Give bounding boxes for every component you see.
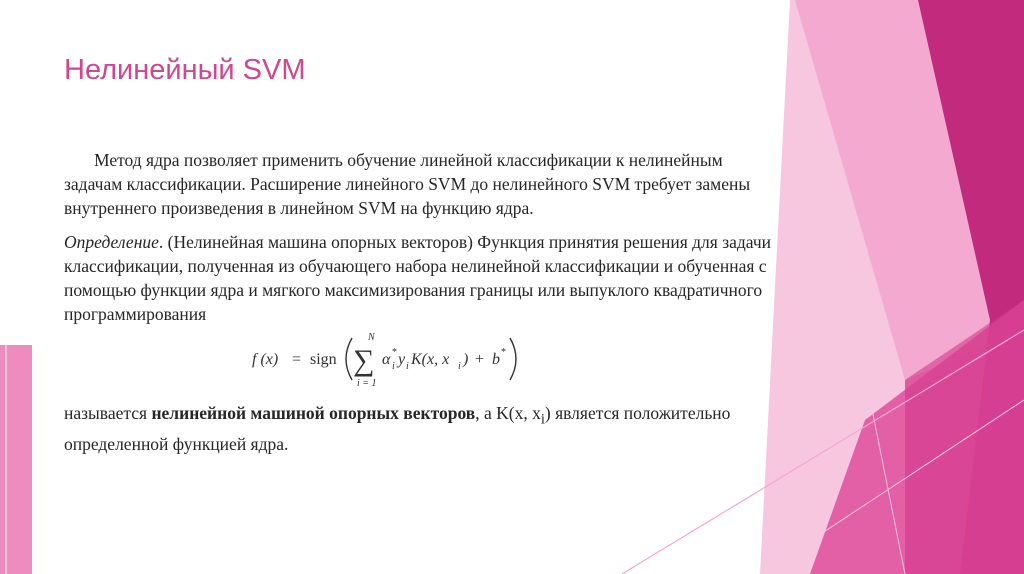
formula-alpha-sup: * bbox=[392, 347, 397, 358]
formula-lhs: f (x) bbox=[252, 351, 279, 368]
conclusion-prefix: называется bbox=[64, 403, 152, 423]
formula-sign: sign bbox=[310, 351, 337, 368]
formula-kernel-close: ) bbox=[463, 351, 469, 368]
formula-sum-lower: i = 1 bbox=[357, 378, 377, 388]
formula-right-paren bbox=[510, 338, 516, 380]
formula-kernel-sub: i bbox=[458, 361, 461, 372]
bg-left-strip bbox=[0, 345, 32, 574]
formula-y-sub: i bbox=[406, 361, 409, 372]
formula-plus: + bbox=[475, 351, 485, 368]
formula-left-paren bbox=[346, 338, 352, 380]
paragraph-definition bbox=[64, 230, 784, 326]
formula-b-sup: * bbox=[501, 347, 506, 358]
conclusion-middle: , а K(x, x bbox=[475, 403, 541, 423]
formula-b: b bbox=[492, 351, 500, 368]
paragraph-conclusion bbox=[64, 401, 784, 456]
conclusion-sub: i bbox=[540, 411, 545, 428]
formula-sigma: ∑ bbox=[353, 344, 375, 377]
formula-equals: = bbox=[292, 351, 302, 368]
conclusion-bold-term: нелинейной машиной опорных векторов bbox=[151, 403, 476, 423]
definition-text: . (Нелинейная машина опорных векторов) Функция принятия решения для задачи классификации, полученная из обучающего набора нелинейной классификации и обученная с помощью функции ядра и мягкого максимизирования границы или выпуклого квадратичного программирования bbox=[64, 232, 772, 324]
slide-title: Нелинейный SVM bbox=[64, 54, 306, 86]
formula-alpha: α bbox=[382, 351, 391, 368]
paragraph-method: Метод ядра позволяет применить обучение линейной классификации к нелинейным задачам классификации. Расширение линейного SVM до нелинейного SVM требует замены внутреннего произведения в линейном SVM на функцию ядра. bbox=[64, 150, 751, 218]
formula-y: y bbox=[398, 351, 406, 368]
formula-sum-upper: N bbox=[368, 332, 375, 343]
formula-kernel: K(x, x bbox=[411, 351, 450, 368]
definition-term: Определение bbox=[64, 232, 159, 252]
conclusion-suffix: ) является положительно определенной функцией ядра. bbox=[64, 403, 731, 454]
decision-function-formula bbox=[252, 330, 532, 388]
formula-alpha-sub: i bbox=[392, 361, 395, 372]
